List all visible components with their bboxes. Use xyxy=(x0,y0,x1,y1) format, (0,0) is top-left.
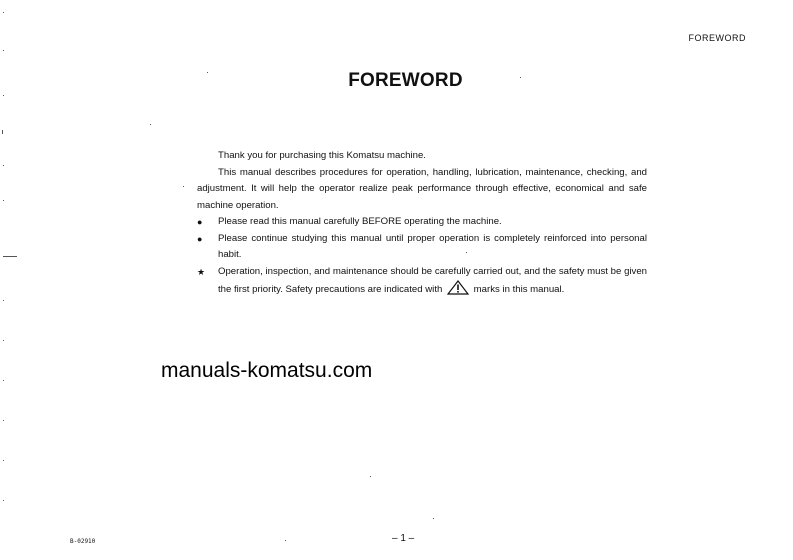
star-note-text-after: marks in this manual. xyxy=(473,284,565,295)
bullet-text: Please continue studying this manual until proper operation is completely reinforced into personal habit. xyxy=(218,232,647,260)
star-note xyxy=(197,264,647,299)
intro-line: Thank you for purchasing this Komatsu machine. xyxy=(218,150,426,161)
bullet-item-read xyxy=(197,214,647,231)
bullet-item-study xyxy=(197,231,647,264)
page-title: FOREWORD xyxy=(348,70,463,91)
bullet-dot-icon: ● xyxy=(197,233,203,244)
bullet-text: Please read this manual carefully BEFORE operating the machine. xyxy=(218,216,502,227)
running-header: FOREWORD xyxy=(688,33,746,43)
star-icon: ★ xyxy=(197,266,206,277)
bullet-dot-icon: ● xyxy=(197,217,203,227)
foreword-body xyxy=(197,148,647,299)
intro-paragraph: This manual describes procedures for operation, handling, lubrication, maintenance, checking, and adjustment. It will help the operator realize peak performance through effective, economical and safe machine operation. xyxy=(197,166,647,211)
document-code: B-02910 xyxy=(70,538,96,545)
warning-triangle-icon xyxy=(447,280,469,295)
watermark-text: manuals-komatsu.com xyxy=(161,359,373,382)
star-note-text-before: Operation, inspection, and maintenance should be carefully carried out, and the safety must be given the first priority. Safety precautions are indicated with xyxy=(218,265,647,295)
page-number: – 1 – xyxy=(392,533,415,544)
star-note-text xyxy=(218,264,647,299)
